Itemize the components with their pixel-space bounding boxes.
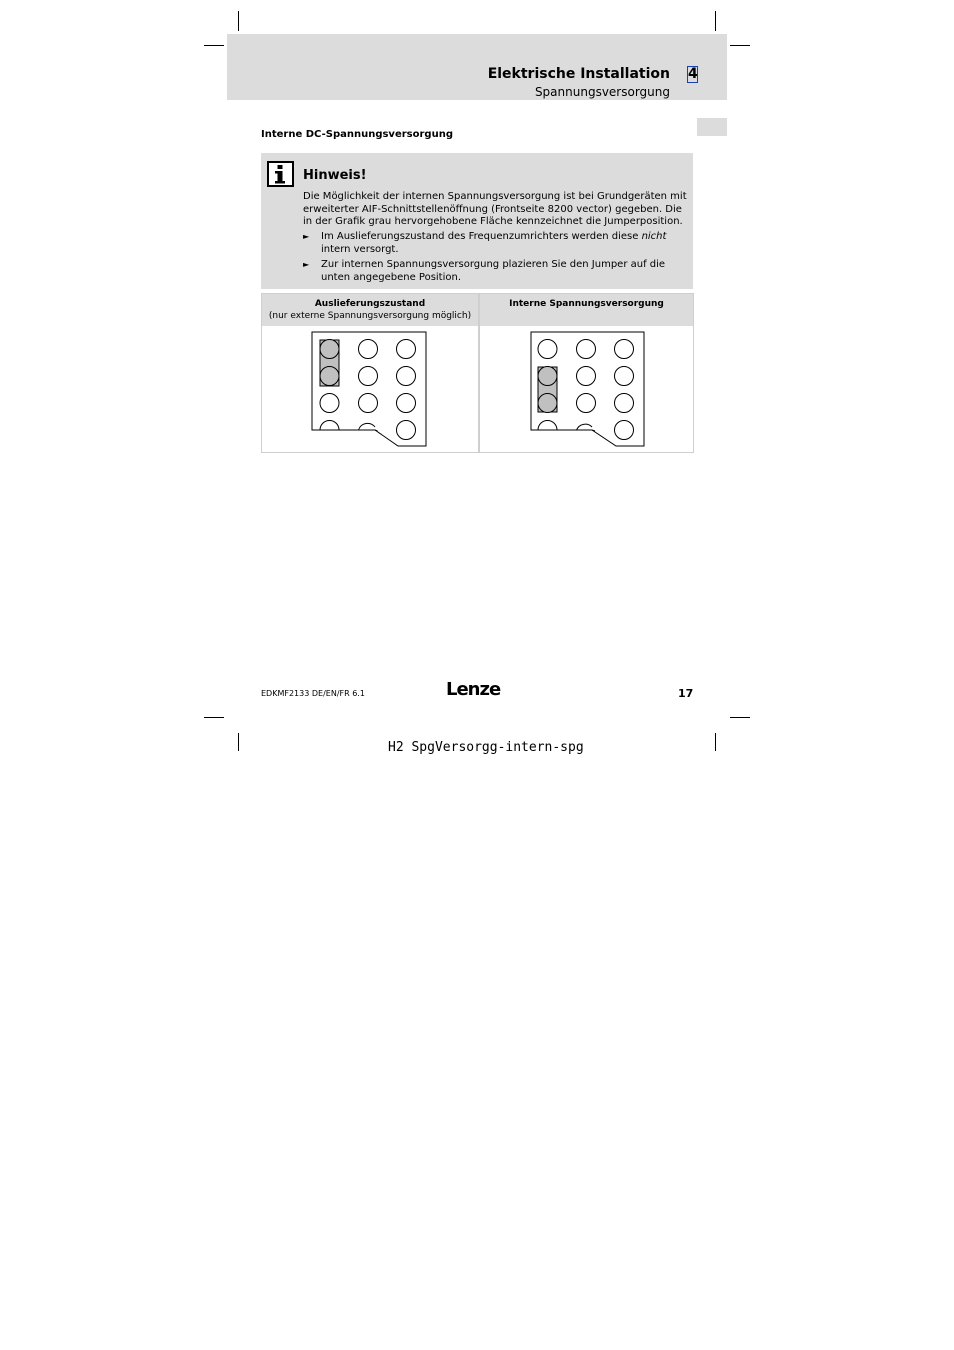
jumper-table — [261, 293, 694, 453]
pin — [320, 367, 339, 386]
page-title: Elektrische Installation — [487, 66, 670, 82]
pin — [538, 394, 557, 413]
jumper-diagram-internal — [530, 331, 646, 447]
column-header-right-title: Interne Spannungsversorgung — [509, 299, 664, 309]
info-icon — [267, 161, 294, 187]
page-number: 17 — [678, 687, 694, 700]
chapter-number[interactable]: 4 — [688, 66, 698, 82]
crop-mark-bottom-right-v — [715, 733, 716, 751]
crop-mark-bottom-left-h — [204, 717, 224, 718]
chapter-side-tab — [697, 118, 727, 136]
crop-mark-top-left-h — [204, 45, 224, 46]
jumper-diagram-delivery — [311, 331, 427, 447]
note-bullet-item — [303, 259, 691, 284]
column-header-left-subtitle: (nur externe Spannungsversorgung möglich) — [268, 311, 472, 321]
lenze-logo: Lenze — [446, 679, 501, 700]
column-header-left — [262, 294, 478, 326]
document-slug: H2 SpgVersorgg-intern-spg — [388, 740, 584, 755]
note-bullet-list — [303, 231, 691, 287]
bullet-arrow-icon: ► — [303, 260, 310, 269]
crop-mark-top-right-v — [715, 11, 716, 31]
column-divider — [478, 294, 480, 452]
bullet-text-part: intern versorgt. — [321, 243, 399, 255]
bullet-arrow-icon: ► — [303, 232, 310, 241]
page-subtitle: Spannungsversorgung — [534, 85, 670, 99]
pin — [538, 367, 557, 386]
section-title: Interne DC-Spannungsversorgung — [261, 129, 453, 140]
document-code: EDKMF2133 DE/EN/FR 6.1 — [261, 689, 365, 698]
bullet-emphasis: nicht — [641, 231, 667, 242]
column-header-left-title: Auslieferungszustand — [314, 299, 426, 309]
crop-mark-bottom-left-v — [238, 733, 239, 751]
column-header-right — [480, 294, 693, 326]
note-text: Die Möglichkeit der internen Spannungsversorgung ist bei Grundgeräten mit erweiterter AIF-Schnittstellenöffnung (Frontseite 8200 vector) gegeben. Die in der Grafik grau hervorgehobene Fläche kennzeichnet die Jumperposition. — [303, 191, 687, 227]
bullet-text: Zur internen Spannungsversorgung plazieren Sie den Jumper auf die unten angegebene Position. — [321, 259, 666, 283]
bullet-text-part: Im Auslieferungszustand des Frequenzumrichters werden diese — [321, 231, 642, 242]
note-heading: Hinweis! — [303, 168, 367, 183]
crop-mark-top-right-h — [730, 45, 750, 46]
crop-mark-bottom-right-h — [730, 717, 750, 718]
note-bullet-item — [303, 231, 691, 256]
crop-mark-top-left-v — [238, 11, 239, 31]
pin — [320, 340, 339, 359]
